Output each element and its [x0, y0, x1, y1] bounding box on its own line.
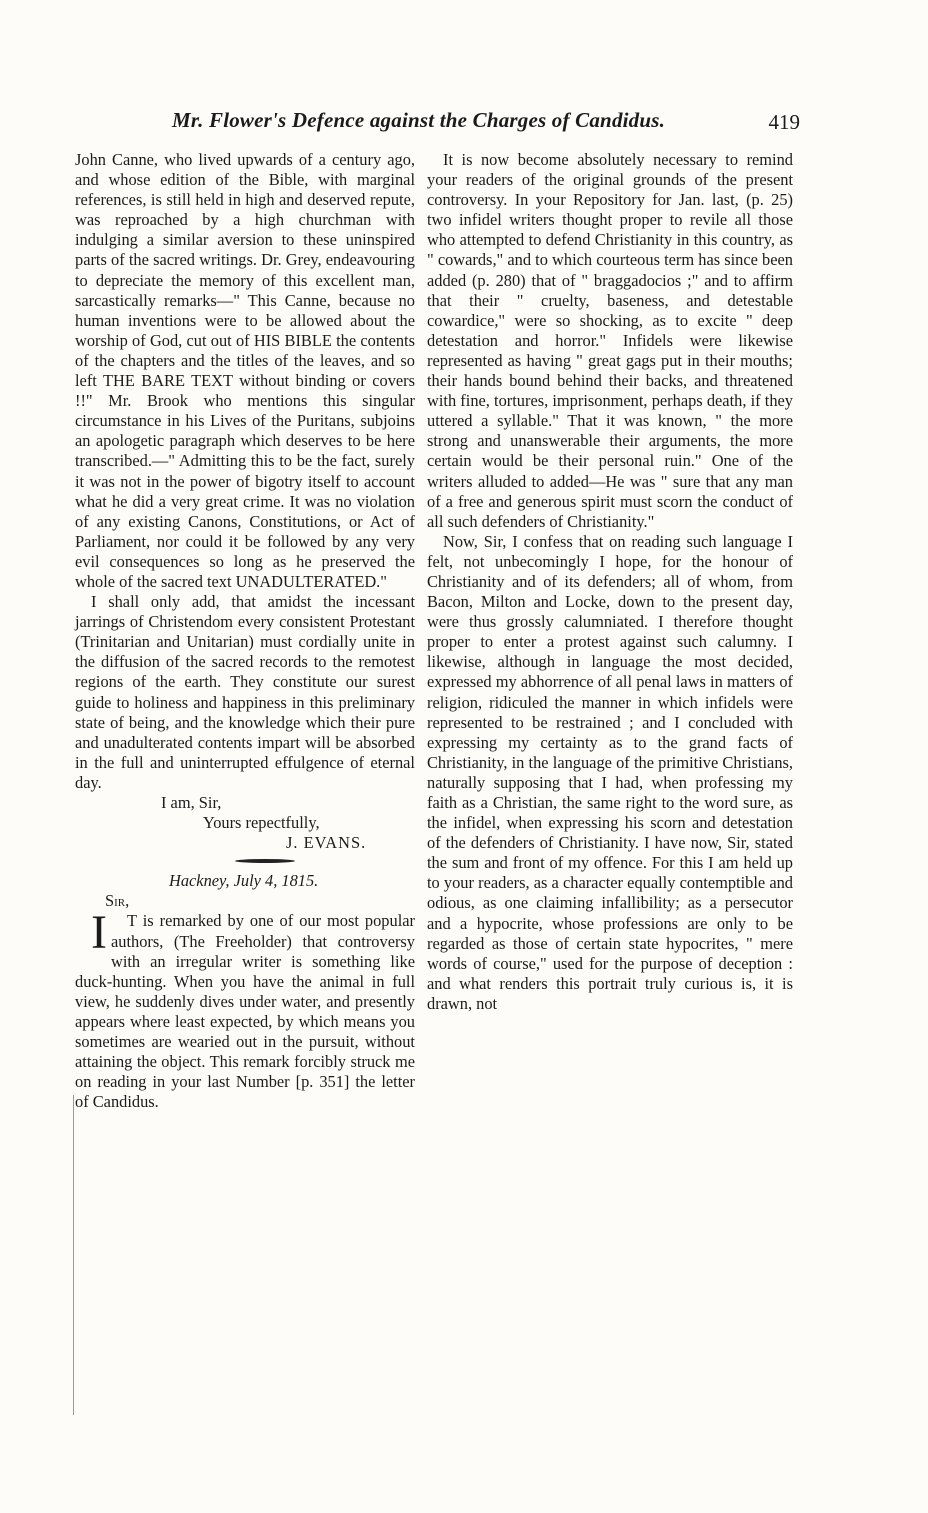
letter-salutation: Sir,: [105, 891, 130, 911]
right-column: [427, 150, 793, 1014]
paragraph: It is now become absolutely necessary to remind your readers of the original grounds of the present controversy. In your Repository for Jan. last, (p. 25) two infidel writers thought proper to revile all those who attempted to defend Christianity in this country, as " cowards," and to which courteous term has since been added (p. 280) that of " braggadocios ;" and to affirm that their " cruelty, baseness, and detestable cowardice," were so shocking, as to excite " deep detestation and horror." Infidels were likewise represented as having " great gags put in their mouths; their hands bound behind their backs, and threatened with fine, tortures, imprisonment, perhaps death, if they uttered a syllable." That it was known, " the more strong and unanswerable their arguments, the more certain would be their personal ruin." One of the writers alluded to added—He was " sure that any man of a free and generous spirit must scorn the conduct of all such defenders of Christianity.": [427, 150, 793, 531]
closing-valediction: Yours repectfully,: [203, 813, 320, 833]
closing-salutation: I am, Sir,: [161, 793, 222, 812]
paragraph: [75, 906, 415, 1112]
section-divider: [235, 859, 295, 863]
dateline: Hackney, July 4, 1815.: [169, 871, 319, 891]
left-column: [75, 150, 415, 1112]
paragraph-text: T is remarked by one of our most popular authors, (The Freeholder) that controversy with an irregular writer is something like duck-hunting. When you have the animal in full view, he suddenly dives under water, and presently appears where least expected, by which means you sometimes are wearied out in the pursuit, without attaining the object. This remark forcibly struck me on reading in your last Number [p. 351] the letter of Candidus.: [75, 911, 415, 1112]
margin-line: [73, 1095, 74, 1415]
drop-cap: I: [91, 906, 107, 960]
paragraph: I shall only add, that amidst the incessant jarrings of Christendom every consistent Protestant (Trinitarian and Unitarian) must cordially unite in the diffusion of the sacred records to the remotest regions of the earth. They constitute our surest guide to holiness and happiness in this preliminary state of being, and the knowledge which their pure and unadulterated contents impart will be absorbed in the full and uninterrupted effulgence of eternal day.: [75, 592, 415, 792]
page-number: 419: [768, 110, 800, 134]
page-header: [150, 108, 800, 138]
running-head: Mr. Flower's Defence against the Charges of Candidus.: [172, 108, 666, 132]
paragraph: Now, Sir, I confess that on reading such language I felt, not unbecomingly I hope, for the honour of Christianity and of its defenders; all of whom, from Bacon, Milton and Locke, down to the present day, were thus grossly calumniated. I therefore thought proper to enter a protest against such calumny. I likewise, although in language the most decided, expressed my abhorrence of all penal laws in matters of religion, ridiculed the manner in which infidels were represented to be restrained ; and I concluded with expressing my certainty as to the grand facts of Christianity, in the language of the primitive Christians, naturally supposing that I had, when professing my faith as a Christian, the same right to the word sure, as the infidel, when expressing his scorn and detestation of the defenders of Christianity. I have now, Sir, stated the sum and front of my offence. For this I am held up to your readers, as a character equally contemptible and odious, as one claiming infallibility; as a persecutor and a hypocrite, whose professions are only to be regarded as those of certain state hypocrites, " mere words of course," used for the purpose of deception : and what renders this portrait truly curious is, it is drawn, not: [427, 531, 793, 1013]
paragraph: John Canne, who lived upwards of a century ago, and whose edition of the Bible, with marginal references, is still held in high and deserved repute, was reproached by a high churchman with indulging a similar aversion to these uninspired parts of the sacred writings. Dr. Grey, endeavouring to depreciate the memory of this excellent man, sarcastically remarks—" This Canne, because no human inventions were to be allowed about the worship of God, cut out of HIS BIBLE the contents of the chapters and the titles of the leaves, and so left THE BARE TEXT without binding or covers !!" Mr. Brook who mentions this singular circumstance in his Lives of the Puritans, subjoins an apologetic paragraph which deserves to be here transcribed.—" Admitting this to be the fact, surely it was not in the power of bigotry itself to account what he did a very great crime. It was no violation of any existing Canons, Constitutions, or Act of Parliament, nor could it be followed by any very evil consequences so long as he preserved the whole of the sacred text UNADULTERATED.": [75, 150, 415, 591]
signature-name: J. EVANS.: [286, 833, 367, 853]
